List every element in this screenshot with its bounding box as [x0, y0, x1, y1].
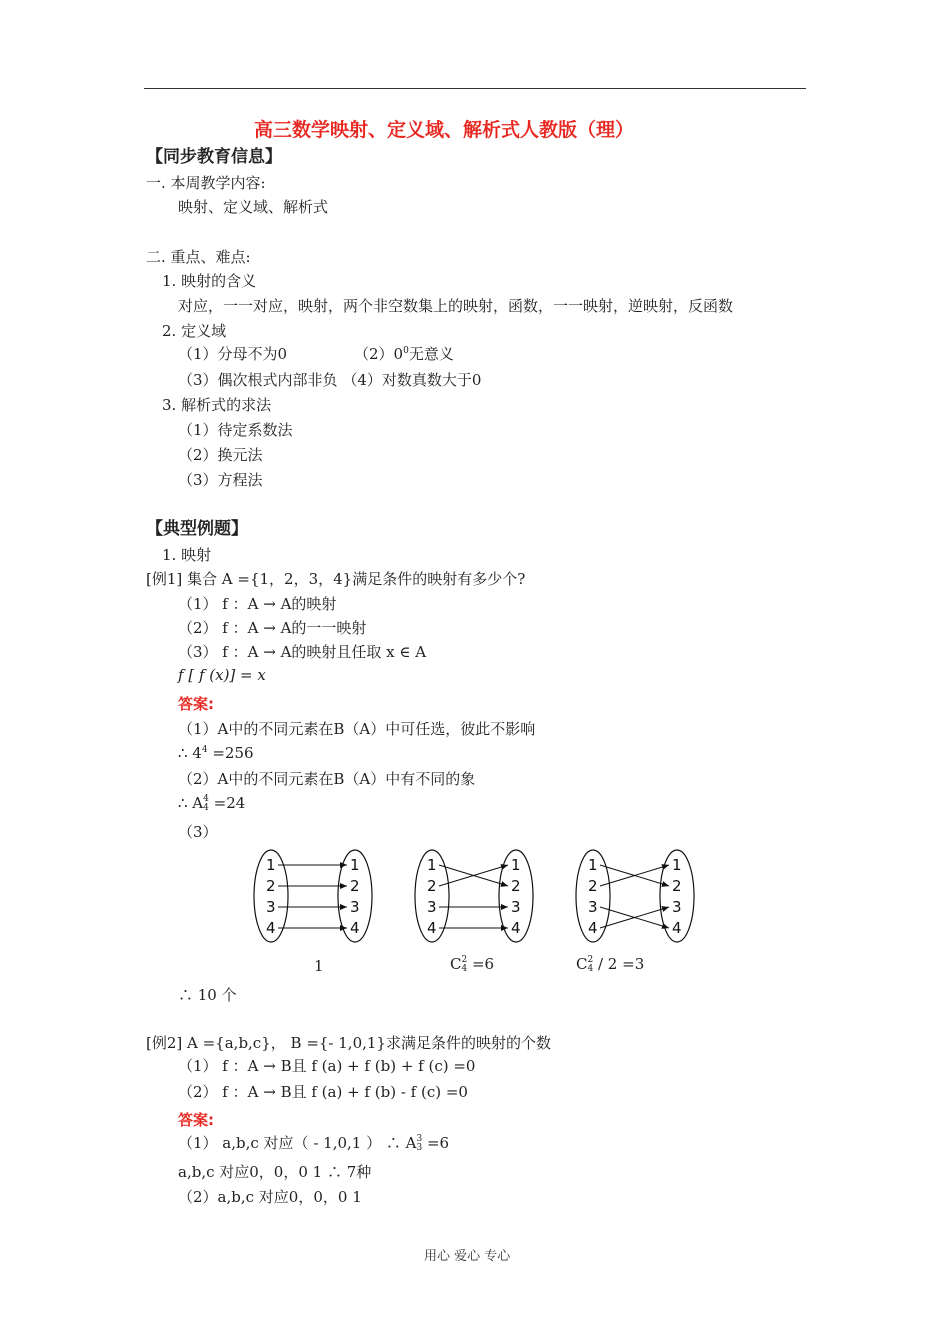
- diagram-swap-one: [415, 850, 533, 942]
- answer2-line-1: （1） a,b,c 对应（ - 1,0,1 ） ∴ A 3 3 =6: [178, 1134, 450, 1153]
- line-11: （2）换元法: [178, 446, 263, 464]
- d3-left-2: 2: [588, 877, 598, 895]
- example-1d: f [ f (x)] = x: [178, 666, 266, 684]
- answer-line-5: （3）: [178, 823, 218, 841]
- d2-right-3: 3: [511, 898, 521, 916]
- d3-right-4: 4: [672, 919, 682, 937]
- example-1a: （1） f ：A → A的映射: [178, 595, 337, 613]
- page-footer: 用心 爱心 专心: [424, 1249, 511, 1264]
- d3-right-1: 1: [672, 856, 682, 874]
- answer-line-1: （1）A中的不同元素在B（A）中可任选，彼此不影响: [178, 720, 536, 738]
- line-7b: $(2)0^0$无意义: [354, 345, 454, 363]
- example-1b: （2） f ：A → A的一一映射: [178, 619, 367, 637]
- section-heading-sync-info: 【同步教育信息】: [146, 147, 282, 167]
- d1-right-3: 3: [350, 898, 360, 916]
- mapping-diagrams: [240, 843, 710, 953]
- d2-left-1: 1: [427, 856, 437, 874]
- example-2: [例2] A ={a,b,c}， B ={- 1,0,1}求满足条件的映射的个数: [146, 1034, 551, 1052]
- page-title: 高三数学映射、定义域、解析式人教版（理）: [254, 119, 635, 141]
- line-10: （1）待定系数法: [178, 421, 293, 439]
- d3-left-3: 3: [588, 898, 598, 916]
- d2-left-4: 4: [427, 919, 437, 937]
- d3-left-1: 1: [588, 856, 598, 874]
- d1-left-4: 4: [266, 919, 276, 937]
- d3-left-4: 4: [588, 919, 598, 937]
- line-13: 1. 映射: [162, 546, 212, 564]
- answer-line-2: ∴ $4^4 =256$: [178, 744, 254, 762]
- line-4: 1. 映射的含义: [162, 272, 257, 290]
- d2-right-2: 2: [511, 877, 521, 895]
- d1-right-4: 4: [350, 919, 360, 937]
- d2-right-1: 1: [511, 856, 521, 874]
- example-2a: （1） f ：A → B且 f (a) + f (b) + f (c) =0: [178, 1057, 476, 1075]
- answer2-line-3: （2）a,b,c 对应0，0，0 1: [178, 1188, 362, 1206]
- d2-left-3: 3: [427, 898, 437, 916]
- line-9: 3. 解析式的求法: [162, 396, 272, 414]
- diagram-identity: [254, 850, 372, 942]
- answer2-line-2: a,b,c 对应0，0，0 1 ∴ 7种: [178, 1163, 372, 1181]
- line-5: 对应，一一对应，映射，两个非空数集上的映射，函数，一一映射，逆映射，反函数: [178, 297, 734, 315]
- line-3: 二. 重点、难点:: [146, 248, 251, 266]
- answer-line-3: （2）A中的不同元素在B（A）中有不同的象: [178, 770, 476, 788]
- answer-line-4: ∴ A 4 4 =24: [178, 794, 246, 813]
- example-1c: （3） f ：A → A的映射且任取 x ∈ A: [178, 643, 427, 661]
- diagram-caption-2: C 2 4 =6: [450, 955, 495, 974]
- example-1: [例1] 集合 A ={1，2，3，4}满足条件的映射有多少个?: [146, 570, 526, 588]
- d1-right-1: 1: [350, 856, 360, 874]
- line-12: （3）方程法: [178, 471, 263, 489]
- answer-line-6: ∴ 10 个: [178, 986, 237, 1004]
- d3-right-2: 2: [672, 877, 682, 895]
- diagram-caption-1: 1: [314, 957, 324, 975]
- diagram-swap-two: [576, 850, 694, 942]
- d1-left-1: 1: [266, 856, 276, 874]
- d2-right-4: 4: [511, 919, 521, 937]
- d1-left-3: 3: [266, 898, 276, 916]
- answer-label: 答案:: [178, 695, 214, 713]
- d2-left-2: 2: [427, 877, 437, 895]
- d3-right-3: 3: [672, 898, 682, 916]
- line-8: （3）偶次根式内部非负 （4）对数真数大于0: [178, 371, 482, 389]
- line-7a: （1）分母不为0: [178, 345, 288, 363]
- line-1: 一. 本周教学内容:: [146, 174, 266, 192]
- d1-left-2: 2: [266, 877, 276, 895]
- diagram-caption-3: C 2 4 / 2 =3: [576, 955, 645, 974]
- header-rule: [144, 88, 806, 89]
- answer-label-2: 答案:: [178, 1111, 214, 1129]
- line-6: 2. 定义域: [162, 322, 227, 340]
- example-2b: （2） f ：A → B且 f (a) + f (b) - f (c) =0: [178, 1083, 468, 1101]
- section-heading-examples: 【典型例题】: [146, 519, 248, 539]
- line-2: 映射、定义域、解析式: [178, 198, 329, 216]
- d1-right-2: 2: [350, 877, 360, 895]
